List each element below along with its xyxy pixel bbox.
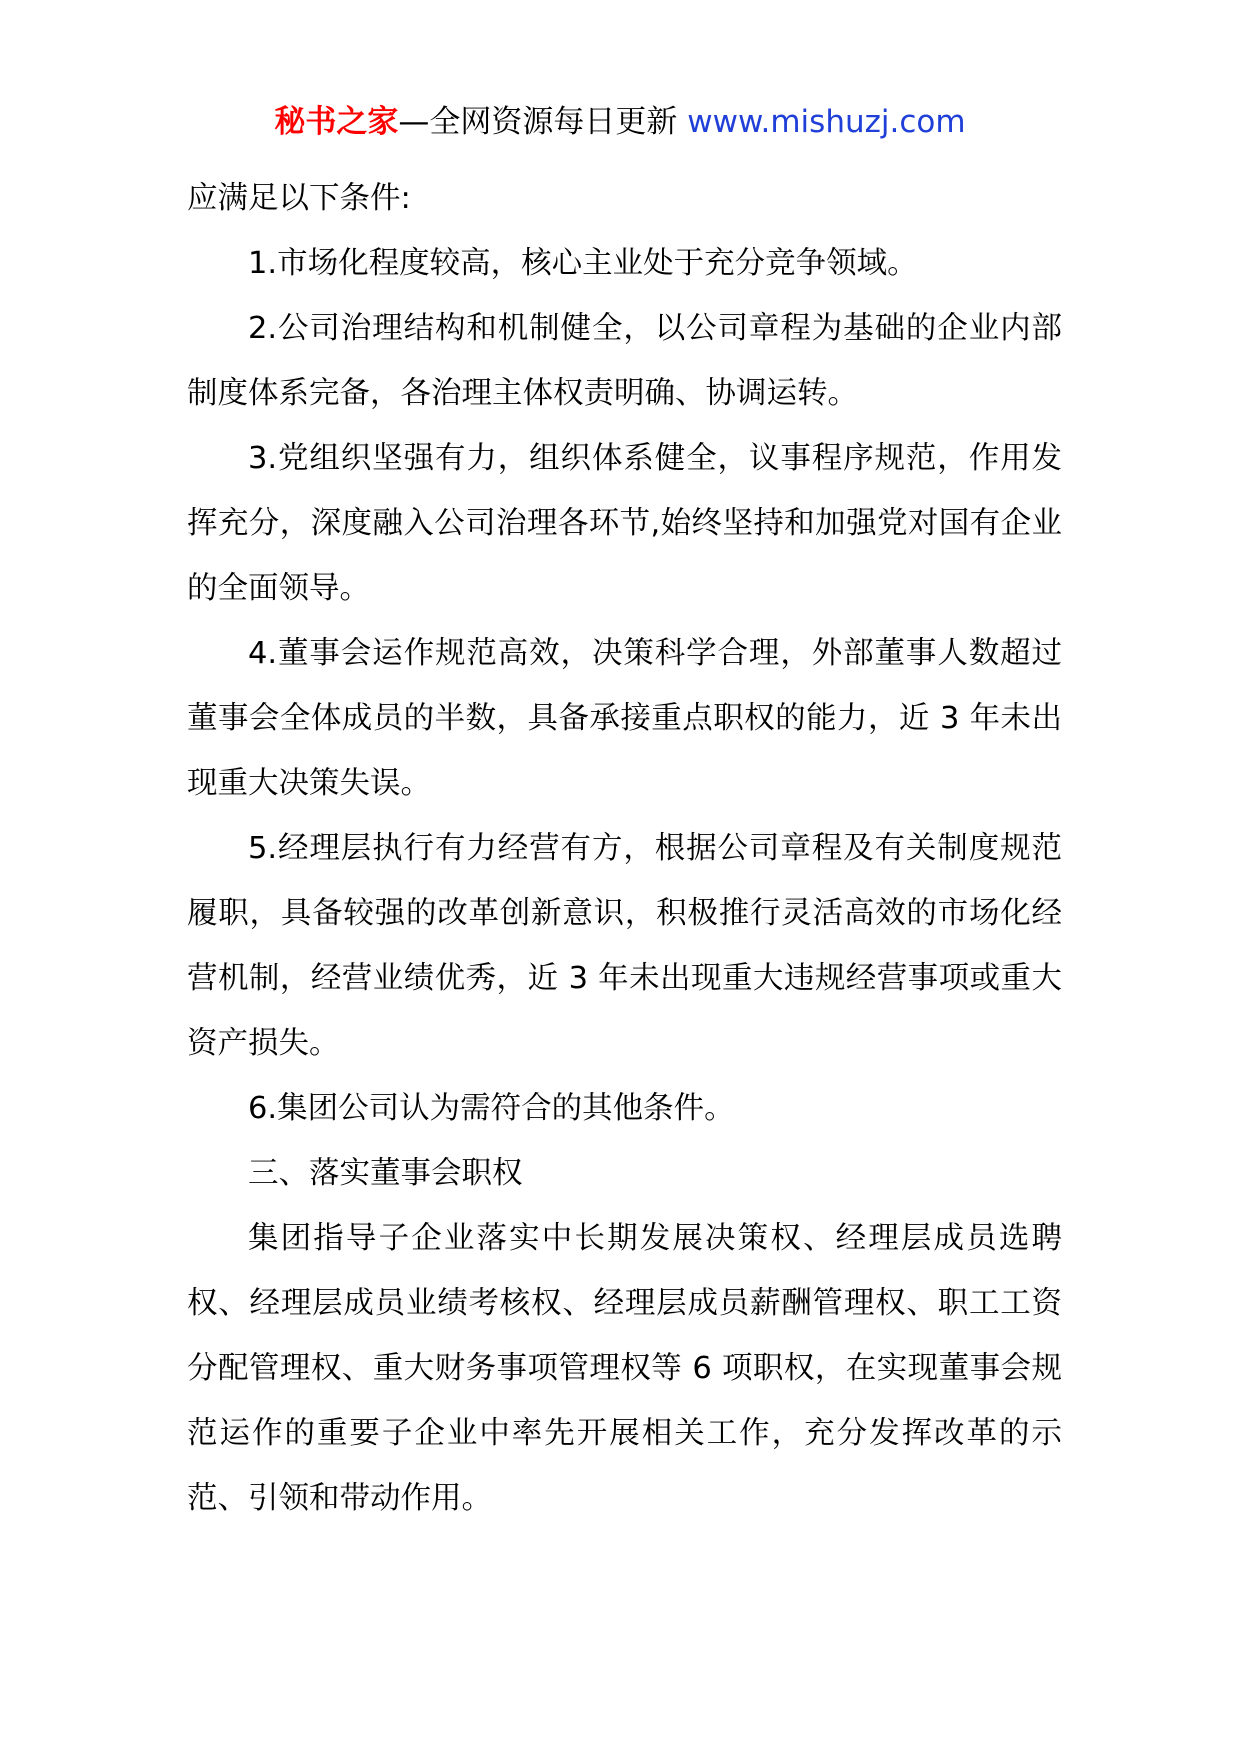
section-heading: 三、落实董事会职权 [248, 1156, 523, 1191]
website-link[interactable]: www.mishuzj.com [687, 104, 966, 140]
paragraph-intro: 应满足以下条件: [187, 181, 411, 216]
paragraph-item-4: 4.董事会运作规范高效，决策科学合理，外部董事人数超过董事会全体成员的半数，具备承接重点职权的能力，近 3 年未出现重大决策失误。 [187, 636, 1062, 801]
brand-name: 秘书之家 [274, 104, 399, 140]
page-header [0, 100, 1240, 144]
document-body [187, 166, 1062, 1531]
paragraph-item-6: 6.集团公司认为需符合的其他条件。 [248, 1091, 735, 1126]
paragraph-item-3: 3.党组织坚强有力，组织体系健全，议事程序规范，作用发挥充分，深度融入公司治理各环节,始终坚持和加强党对国有企业的全面领导。 [187, 441, 1062, 606]
paragraph-item-5: 5.经理层执行有力经营有方，根据公司章程及有关制度规范履职，具备较强的改革创新意识，积极推行灵活高效的市场化经营机制，经营业绩优秀，近 3 年未出现重大违规经营事项或重大资产损失。 [187, 831, 1062, 1061]
paragraph-section-body: 集团指导子企业落实中长期发展决策权、经理层成员选聘权、经理层成员业绩考核权、经理层成员薪酬管理权、职工工资分配管理权、重大财务事项管理权等 6 项职权，在实现董事会规范运作的重要子企业中率先开展相关工作，充分发挥改革的示范、引领和带动作用。 [187, 1221, 1062, 1516]
paragraph-item-2: 2.公司治理结构和机制健全，以公司章程为基础的企业内部制度体系完备，各治理主体权责明确、协调运转。 [187, 311, 1062, 411]
header-tagline: —全网资源每日更新 [398, 104, 678, 140]
paragraph-item-1: 1.市场化程度较高，核心主业处于充分竞争领域。 [248, 246, 918, 281]
